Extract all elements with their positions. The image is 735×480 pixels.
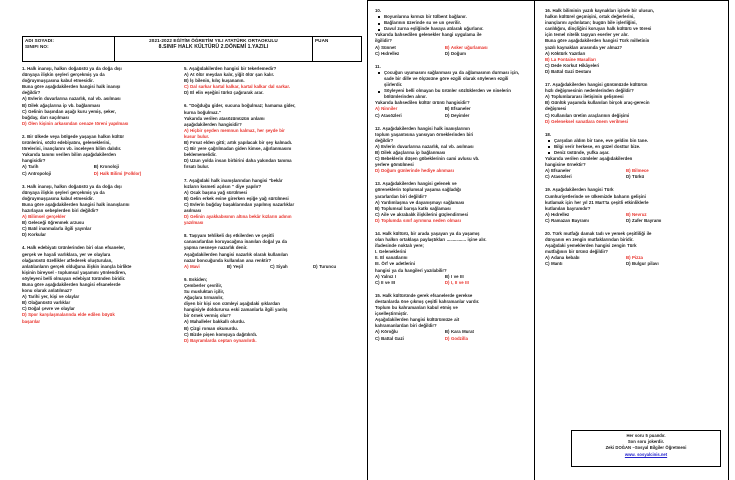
page-top-border	[368, 0, 728, 1]
question-directive-line: Yukarıda bahsedilen gelenekler hangi uygulama ile	[375, 32, 482, 38]
question-directive-line: yazılı kaynakları arasında yer almaz?	[545, 44, 623, 50]
column-divider-2	[534, 0, 535, 480]
answer-option: B) Asker uğurlaması	[444, 44, 488, 50]
question-stem-line: 6. "Doğduğu gider, sucuna boğulmaz; hamama gider,	[184, 103, 296, 109]
page-right-border	[728, 0, 729, 480]
question-option: B) I ve III	[444, 273, 464, 279]
question-directive-line: Yukarıda tanımı verilen bilim aşağıdakilerden	[22, 152, 116, 158]
question-directive-line: 19. Aşağıdakilerden hangisi Türk	[545, 187, 614, 193]
question-option: asılması	[184, 207, 202, 213]
question-stem-line: anlatılanların gerçek olduğuna ilişkin inançla birlikte	[22, 263, 132, 269]
answer-option: D) Godzilla	[444, 335, 468, 341]
question-stem-line: Ağaçlara tırmanılır,	[184, 295, 224, 301]
question-block	[22, 66, 178, 127]
question-option: D) El elin eşeğini türkü çağırarak arar.	[184, 90, 264, 96]
question-block	[184, 178, 356, 227]
question-stem-line: ifadesinde noktalı yere;	[375, 243, 424, 249]
question-stem-line: 3. Halk inanışı, halkın doğaüstü ya da doğa dışı	[22, 183, 122, 189]
question-option: A) Hıdrellez	[545, 211, 570, 217]
question-stem-line: kişinin bireysel - toplumsal yaşamını yönlendiren,	[22, 269, 127, 275]
question-directive-line: bir örnek vermiş olur?	[184, 313, 231, 319]
option-pair-row	[375, 336, 527, 342]
question-option: C) Kullanılan üretim araçlarının değişimi	[545, 112, 630, 118]
student-info-cell	[23, 37, 115, 61]
question-stem-line: 9. Eskiden;	[184, 276, 208, 282]
question-directive-line: hangisine örnektir?	[545, 162, 586, 168]
question-block	[545, 132, 721, 181]
question-option: C) II ve III	[375, 279, 395, 285]
question-option: A) Adana kebabı	[545, 255, 580, 261]
question-stem-line: 16. Halk biliminin yazılı kaynakları içinde bir ulusun,	[545, 8, 655, 13]
question-option: D) Turuncu	[313, 263, 337, 269]
question-directive-line: hızlı değişmesinin nedenlerinden değildir?	[545, 88, 634, 94]
question-option: B) Toplumsal barışa katkı sağlaması	[375, 205, 451, 211]
question-directive-line: kutlanılan bayramdır?	[545, 205, 591, 211]
question-option: B) Çizgi roman okunurdu.	[184, 325, 238, 331]
question-option: A) At ölür meydan kalır, yiğit ölür şan kalır.	[184, 72, 275, 78]
question-stem-line: dünyaya ilişkin şeyleri gerçekmiş ya da	[22, 189, 105, 195]
question-option: C) Batıl inanmalarla ilgili yayınlar	[22, 226, 92, 232]
question-stem-line: 8. Taşıyanı tehlikeli dış etkilerden ve çeşitli	[184, 233, 274, 239]
question-stem-line: 15. Halk kültüründe gerek efsanelerde gerekse	[375, 292, 473, 298]
question-directive-line: değildir?	[22, 90, 41, 96]
question-stem-line: için temel nitelik taşıyan eserler yer alır.	[545, 32, 629, 38]
exam-line: 8.SINIF HALK KÜLTÜRÜ 2.DÖNEMİ 1.YAZILI	[158, 44, 269, 51]
question-directive-line: mutfağının bir ürünü değildir?	[545, 249, 608, 255]
question-option: C) Mantı	[545, 261, 563, 267]
footer-box	[571, 430, 721, 467]
question-option: A) Köktürk Yazıtları	[545, 50, 586, 56]
question-directive-line: Aşağıdaki yemeklerden hangisi zengin Türk	[545, 243, 637, 249]
question-directive-line: aşağıdakilerden hangisidir?	[184, 121, 242, 127]
question-stem-line: 20. Türk mutfağı damak tadı ve yemek çeşitliliği ile	[545, 231, 652, 236]
question-option: değişmesi	[545, 106, 567, 112]
question-block	[22, 184, 178, 239]
answer-option: D) I, II ve III	[444, 279, 469, 285]
answer-option: A) Mavi	[184, 263, 200, 269]
question-option: D) Bulgur pilavı	[625, 261, 659, 267]
question-option: C) Dede Korkut Hikâyeleri	[545, 62, 600, 68]
question-option: A) Efsaneler	[545, 168, 571, 174]
question-option: A) Tarih	[22, 164, 39, 170]
question-block	[375, 126, 527, 175]
question-stem-line: 2. Bir ülkede veya bölgede yaşayan halkın kültür	[22, 133, 125, 139]
question-bullet: Davul zurna eşliğinde havaya atılarak uğurlanır.	[375, 26, 527, 32]
question-block	[545, 8, 721, 75]
question-option: C) Doğal çevre ve olaylar	[22, 306, 75, 312]
question-directive-line: Cumhuriyetlerinde ve ülkemizde baharın gelişini	[545, 193, 646, 199]
question-option: A) Toplumlararası iletişimin gelişmesi	[545, 94, 624, 100]
question-option: C) Evlerin buğday başaklarından yapılmış nazarlıklar	[184, 201, 295, 207]
name-label: ADI SOYADI:	[25, 38, 55, 43]
question-stem-line: canlılığını, dinçliğini koruyan halk kültürü ve töresi	[545, 26, 652, 32]
question-block	[545, 231, 721, 268]
question-option: C) Ramazan Bayramı	[545, 217, 589, 223]
question-stem-line: Toplum bu kahramanları kabul etmiş ve	[375, 305, 458, 311]
question-option: C) Bizde pişen komşuya dağıtılırdı.	[184, 331, 258, 337]
question-directive-line: değildir?	[375, 137, 394, 143]
question-stem-line: 10.	[375, 8, 382, 13]
question-stem-line: Çemberler çevrilir,	[184, 282, 223, 288]
question-option: C) Atasözleri	[545, 174, 572, 180]
question-directive-line: 5. Aşağıdakilerden hangisi bir tekerlemedir?	[184, 66, 277, 71]
answer-option: D) Doğum günlerinde hediye alınması	[375, 168, 454, 174]
question-option: C) Atasözleri	[375, 112, 402, 118]
question-column-2	[184, 66, 356, 351]
footer-line-1: Her soru 5 puandır.	[626, 433, 666, 438]
answer-option: B) Nevruz	[625, 211, 647, 217]
question-stem-line: dünyaya ilişkin şeyleri gerçekmiş ya da	[22, 72, 105, 78]
question-option: A) Ocak başına yağ sürülmesi	[184, 189, 248, 195]
question-stem-line: 14. Halk kültürü, bir arada yaşayan ya da yaşamış	[375, 231, 480, 236]
question-directive-line: Yukarıda bahsedilen kültür ürünü hangisidir?	[375, 100, 470, 106]
answer-option: B) Bilmece	[625, 168, 649, 174]
question-block	[22, 245, 178, 324]
question-directive-line: Buna göre aşağıdakilerden hangisi halk inanışlarını	[22, 201, 130, 207]
question-option: A) Köroğlu	[375, 329, 398, 335]
question-directive-line: diyen bir kişi son cümleyi aşağıdaki şıklardan	[184, 301, 280, 307]
option-pair-row	[545, 218, 721, 224]
question-option: B) Efsaneler	[444, 106, 471, 112]
answer-option: yazılması	[184, 220, 204, 226]
question-option: C) Aile ve akrabalık ilişkilerini güçlendirmesi	[375, 211, 469, 217]
question-column-3	[375, 8, 527, 349]
score-cell	[313, 37, 361, 61]
question-directive-line: Yukarıda verilen atasözümüzün anlamı	[184, 115, 265, 121]
question-block	[22, 134, 178, 177]
question-stem-line: törelerini, inançlarını vb. inceleyen bilim dalıdır.	[22, 146, 122, 152]
question-bullet: Bilgi verir herkese, en güzel dosttur bize.	[545, 144, 721, 150]
question-option: B) Yeşil	[227, 263, 243, 269]
question-block	[184, 66, 356, 96]
question-option: D) Doğum	[444, 50, 466, 56]
question-option: yerlere gömülmesi	[375, 162, 414, 168]
question-stem-line: olan halkın ortaklaşa paylaştıkları ................ içine alır.	[375, 237, 487, 243]
question-directive-line: Buna göre aşağıdakilerden hangisi halk inanışı	[22, 84, 121, 90]
question-option: fırsatı bulur.	[184, 164, 210, 170]
question-option: C) Battal Gazi	[375, 335, 404, 341]
answer-option: D) Ölen kişinin arkasından cenaze töreni yapılması	[22, 120, 129, 126]
question-block	[184, 277, 356, 344]
question-directive-line: 7. Aşağıdaki halk inanışlarından hangisi "bekâr	[184, 177, 283, 183]
question-directive-line: yararlardan biri değildir?	[375, 193, 427, 199]
question-option: B) Dilek ağaçlarına ip bağlanması	[375, 149, 446, 155]
question-directive-line: toplum yaşantısına yansıyan örneklerinden biri	[375, 131, 474, 137]
question-option: B) Günlük yaşamda kullanılan birçok araç-gerecin	[545, 100, 650, 106]
question-directive-line: kızların kısmeti açılsın " diye yapılır?	[184, 183, 262, 189]
question-stem-line: Su musluktan içilir,	[184, 289, 225, 294]
question-stem-line: 11.	[375, 63, 381, 69]
answer-option: A) Bilimsel gerçekler	[22, 214, 66, 220]
question-roman-item: I. Geleneklerini	[375, 249, 407, 255]
question-option: D) Uzun yolda insan birbirini daha yakından tanıma	[184, 158, 292, 164]
question-stem-line: inançlarını aydınlatan; bugün bile işlerliğini,	[545, 20, 637, 26]
question-stem-line: içselleştirmiştir.	[375, 311, 408, 317]
exam-title-cell	[115, 37, 313, 61]
question-stem-line: kurna boğulmaz."	[184, 109, 221, 115]
footer-website-link[interactable]: www. sosyalcinis.net	[624, 451, 668, 457]
question-bullet: Çarşıdan aldım bir tane, eve geldim bin tane.	[545, 138, 721, 144]
footer-line-2: Son soru jokerdir.	[627, 439, 665, 445]
question-directive-line: Buna göre aşağıdakilerden hangisi Türk milletinin	[545, 38, 650, 44]
question-block	[545, 82, 721, 125]
question-stem-line: destanlarda öne çıkmış çeşitli kahramanlar vardır.	[375, 298, 480, 304]
question-option: B) Kara Murat	[444, 329, 474, 335]
question-option: B) Geleceği öğrenmek arzusu	[22, 220, 84, 226]
question-block	[184, 103, 356, 170]
answer-option: C) Dal sarkar kartal kalkar, kartal kalkar dal sarkar.	[184, 84, 290, 90]
answer-option: D) Gelinin ayakkabısının altına bekâr kızların adının	[184, 214, 292, 220]
question-option: D) Türkü	[625, 174, 645, 180]
question-directive-line: 12. Aşağıdakilerden hangisi halk inanışlarının	[375, 125, 470, 131]
question-directive-line: Aşağıdakilerden hangisi nazarlık olarak kullanılan	[184, 251, 288, 257]
question-directive-line: 17. Aşağıdakilerden hangisi günümüzde kültürün	[545, 82, 648, 88]
question-option: A) Yardımlaşma ve dayanışmayı sağlaması	[375, 199, 465, 205]
question-bullet: Söyleyeni belli olmayan bu ürünler sözlüklerden ve ninelerin bölümlerinden alınır.	[375, 88, 527, 100]
question-block	[375, 8, 527, 57]
question-stem-line: 1. Halk inanışı, halkın doğaüstü ya da doğa dışı	[22, 66, 122, 71]
question-block	[375, 64, 527, 119]
question-option: C) Bir yere çağrılmadan giden kimse, ağırlanmasını	[184, 146, 292, 152]
answer-option: B) Pizza	[625, 255, 643, 261]
option-pair-row	[375, 113, 527, 119]
answer-option: başarılar	[22, 318, 41, 324]
question-stem-line: yapma nesneye nazarlık denir.	[184, 245, 248, 251]
question-column-1	[22, 66, 178, 332]
question-option: D) Battal Gazi Destanı	[545, 68, 592, 74]
question-option: A) Tarihi yer, kişi ve olaylar	[22, 294, 80, 300]
option-pair-row	[545, 261, 721, 267]
question-stem-line: doğruymuşçasına kabul etmesidir.	[22, 78, 94, 84]
question-roman-item: II. El sanatlarını	[375, 255, 408, 261]
answer-option: D) Toplumda sınıf ayrımına neden olması	[375, 217, 461, 223]
score-label: PUAN	[315, 38, 329, 43]
question-option: C) Bebeklerin düşen göbeklerinin cami avlusu vb.	[375, 156, 480, 162]
question-directive-line: hazırlayan sebeplerden biri değildir?	[22, 207, 99, 213]
class-label: SINIFI NO:	[25, 44, 49, 50]
question-stem-line: olağanüstü özellikler atfederek oluşturulan,	[22, 257, 113, 263]
question-option: buğday, darı saçılması	[22, 114, 69, 120]
answer-option: D) Halk Bilimi (Folklor)	[93, 170, 142, 176]
question-directive-line: 13. Aşağıdakilerden hangisi gelenek ve	[375, 181, 457, 187]
question-directive-line: hangisidir?	[22, 158, 46, 164]
question-bullet: Bağlarının üzerinde su ve un çevrilir.	[375, 20, 527, 26]
question-stem-line: dünyanın en zengin mutfaklarından biridir.	[545, 237, 634, 243]
question-option: B) Dilek ağaçlarına ip vb. bağlanması	[22, 102, 101, 108]
question-bullet: Deniz üstünde, yufka aşar.	[545, 150, 721, 156]
answer-option: A) Hiçbir şeyden memnun kalmaz, her şeyde bir	[184, 127, 285, 133]
question-option: A) Evlerin duvarlarına nazarlık, nal vb. asılması	[22, 96, 121, 102]
question-option: A) Mahalleler bakkallı olurdu.	[184, 319, 246, 325]
question-directive-line: konu olarak anlatılmaz?	[22, 288, 72, 294]
question-roman-item: III. Örf ve adetlerini	[375, 261, 416, 267]
question-directive-line: göreneklerin toplumsal yaşama sağladığı	[375, 187, 461, 193]
question-directive-line: Aşağıdakilerden hangisi kültürümüze ait	[375, 317, 460, 323]
answer-option: D) Spor karşılaşmalarında elde edilen büyük	[22, 312, 115, 318]
question-option: C) Hıdrellez	[375, 50, 400, 56]
school-line: 2021-2022 EĞİTİM ÖĞRETİM YILI ATATÜRK ORTAOKULU	[149, 38, 278, 43]
answer-option: D) Geleneksel sanatlara önem verilmesi	[545, 118, 629, 124]
question-stem-line: gerçek ve hayali varlıklara, yer ve olaylara	[22, 251, 111, 257]
question-bullet: Çocuğun uyumasını sağlanması ya da ağlamasının durması için, sade bir dille ve ölçüsüne göre ezgili olarak söylenen ezgili şiirlerdir.	[375, 70, 527, 88]
question-option: B) Fırsat elden gitti; artık yapılacak bir şey kalmadı.	[184, 140, 293, 146]
question-option: B) İş bilenin, kılıç kuşananın.	[184, 78, 245, 84]
question-directive-line: hangisiyle doldurursa eski zamanlarla ilgili yanlış	[184, 307, 288, 313]
question-bullet: Boyunlarına kırmızı bir tülbent bağlanır.	[375, 14, 527, 20]
option-pair-row	[22, 171, 178, 177]
question-directive-line: hangisi ya da hangileri yazılabilir?	[375, 267, 447, 273]
question-option: C) Siyah	[270, 263, 288, 269]
question-directive-line: Buna göre aşağıdakilerden hangisi efsanelerde	[22, 282, 121, 287]
question-stem-line: halkın kültürel geçmişini, ortak değerlerini,	[545, 14, 635, 20]
question-directive-line: Yukarıda verilen cümleler aşağıdakilerden	[545, 156, 633, 162]
exam-header-table	[22, 36, 362, 62]
answer-option: kusur bulur.	[184, 133, 210, 139]
question-option: B) Kronoloji	[93, 164, 119, 170]
question-option: A) Sünnet	[375, 44, 396, 50]
answer-option: B) La Fontaine Masalları	[545, 56, 596, 62]
question-block	[375, 181, 527, 224]
question-stem-line: canavarlardan koruyacağına inanılan doğal ya da	[184, 239, 287, 245]
question-option: C) Antropoloji	[22, 170, 52, 176]
question-option: B) Olağanüstü varlıklar	[22, 300, 71, 306]
option-pair-row	[375, 280, 527, 286]
question-directive-line: kutlamak için her yıl 21 Mart'ta çeşitli etkinliklerle	[545, 199, 649, 205]
question-stem-line: söyleyeni belli olmayan edebiyat türünden biridir.	[22, 275, 126, 281]
footer-line-3: Zeki DOĞAN –Sosyal Bilgiler Öğretmeni	[605, 445, 687, 451]
answer-option: D) Bayramlarda ceptan oynanılırdı.	[184, 337, 257, 343]
question-block	[375, 231, 527, 286]
answer-option: A) Ninniler	[375, 106, 398, 112]
question-option: D) Korkular	[22, 232, 46, 238]
question-option: A) Evlerin duvarlarına nazarlık, nal vb. asılması	[375, 143, 474, 149]
option-pair-row	[375, 51, 527, 57]
question-stem-line: doğruymuşçasına kabul etmesidir.	[22, 195, 94, 201]
question-option: D) Zafer Bayramı	[625, 217, 662, 223]
question-stem-line: 18.	[545, 131, 552, 137]
question-directive-line: ilgilidir?	[375, 38, 392, 44]
question-option: A) Yalnız I	[375, 273, 397, 279]
question-block	[184, 233, 356, 270]
question-option: C) Gelinin başından aşağı kuru yemiş, şeker,	[22, 108, 116, 114]
question-option: B) Gelin erkek evine girerken eşiğe yağ sürülmesi	[184, 195, 289, 201]
question-stem-line: ürünlerini, sözlü edebiyatını, geleneklerini,	[22, 140, 111, 146]
option-pair-row	[545, 174, 721, 180]
question-option: D) Deyimler	[444, 112, 470, 118]
question-column-4	[545, 8, 721, 275]
inline-option-row	[184, 264, 356, 270]
question-option: beklememelidir.	[184, 152, 217, 158]
question-block	[375, 293, 527, 342]
question-directive-line: kahramanlardan biri değildir?	[375, 323, 437, 329]
question-block	[545, 187, 721, 224]
question-directive-line: nazar boncuğunda kullanılan ana renktir?	[184, 257, 272, 263]
question-stem-line: 4. Halk edebiyatı ürünlerinden biri olan efsaneler,	[22, 245, 125, 251]
column-divider-1	[367, 0, 368, 480]
